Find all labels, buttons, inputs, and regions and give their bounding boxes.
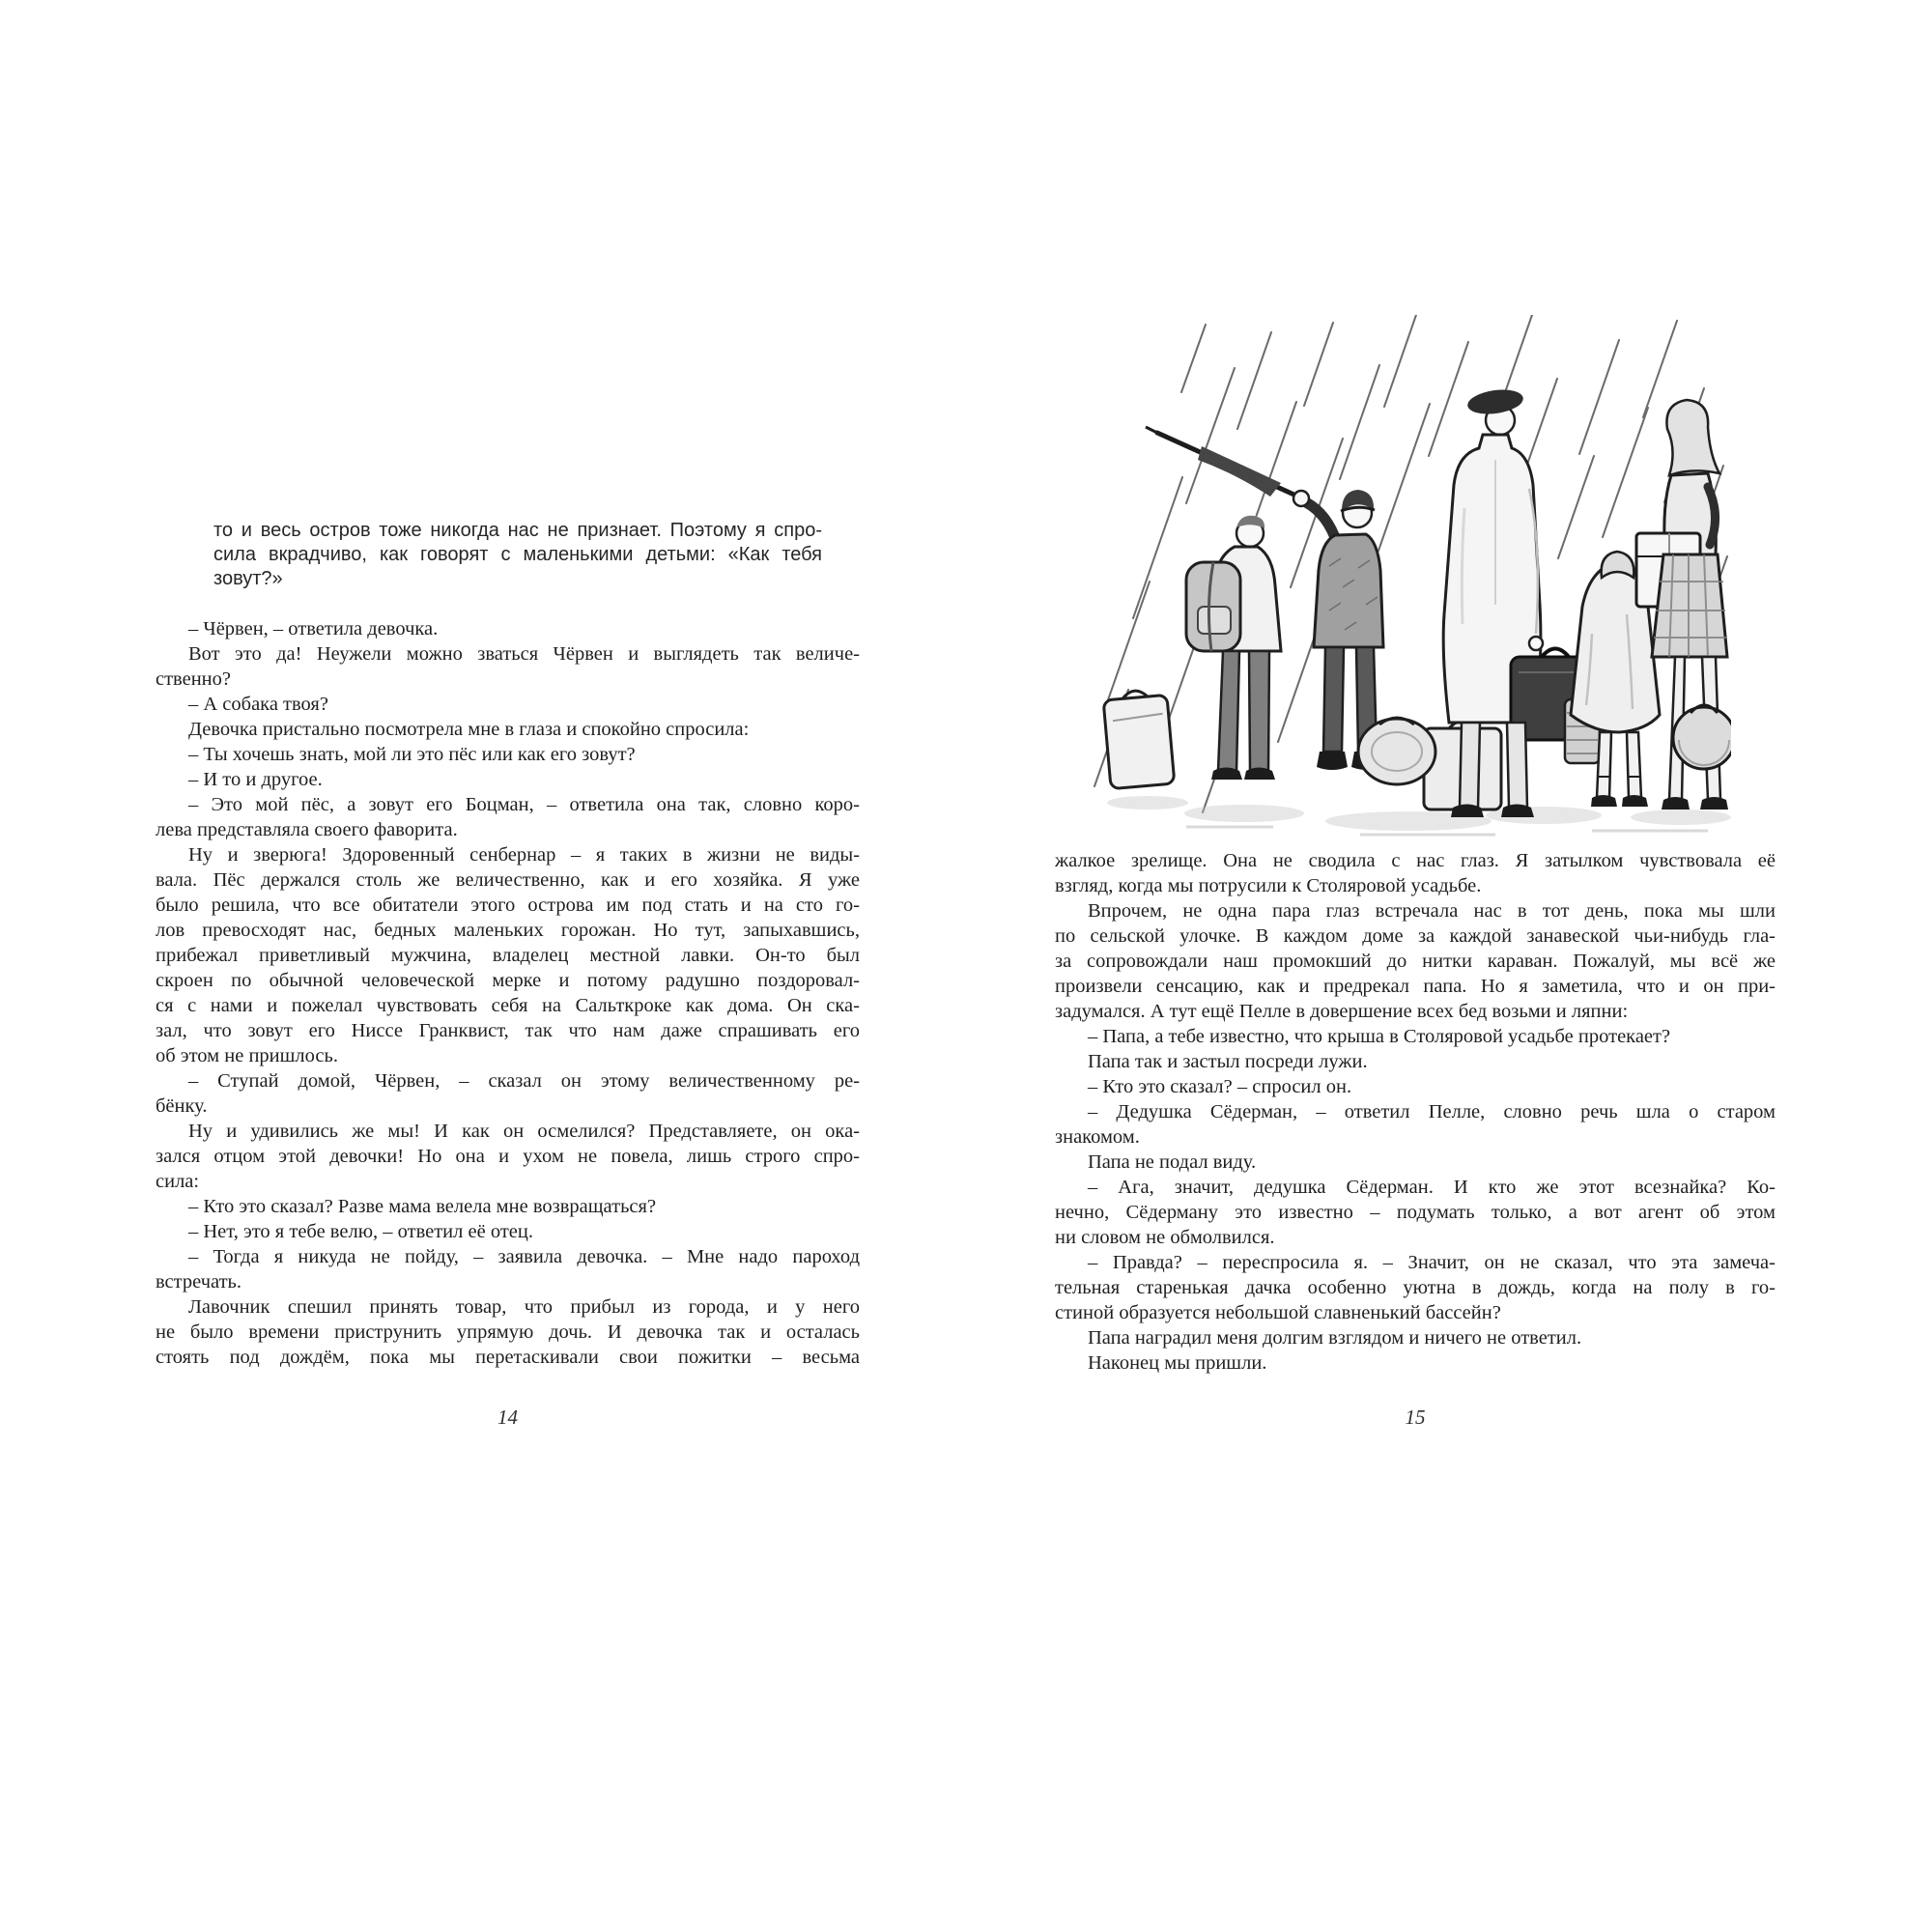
- paragraph: [156, 767, 860, 792]
- text-line: зался отцом этой девочки! Но она и ухом не повела, лишь строго спро-: [156, 1146, 860, 1167]
- text-line: ни словом не обмолвился.: [1055, 1227, 1275, 1248]
- paragraph: [1055, 1099, 1776, 1150]
- paragraph: [156, 641, 860, 692]
- text-line: знакомом.: [1055, 1126, 1140, 1148]
- text-line: Впрочем, не одна пара глаз встречала нас в тот день, пока мы шли: [1088, 900, 1776, 922]
- backpack: [1186, 562, 1240, 651]
- text-line: – Папа, а тебе известно, что крыша в Столяровой усадьбе протекает?: [1088, 1026, 1671, 1047]
- figure-boy-with-backpack: [1186, 516, 1281, 780]
- text-line: по сельской улочке. В каждом доме за каждой занавеской чьи-нибудь гла-: [1055, 925, 1776, 947]
- text-line: – Дедушка Сёдерман, – ответил Пелле, словно речь шла о старом: [1088, 1101, 1776, 1122]
- text-line: то и весь остров тоже никогда нас не признает. Поэтому я спро-: [213, 520, 822, 541]
- text-line: – Это мой пёс, а зовут его Боцман, – ответила она так, словно коро-: [188, 794, 860, 815]
- text-line: не было времени приструнить упрямую дочь. И девочка так и осталась: [156, 1321, 860, 1343]
- text-line: нечно, Сёдерману это известно – подумать только, а вот агент об этом: [1055, 1202, 1776, 1223]
- text-line: ственно?: [156, 668, 232, 690]
- text-line: задумался. А тут ещё Пелле в довершение всех бед возьми и ляпни:: [1055, 1001, 1629, 1022]
- text-line: за сопровождали наш промокший до нитки караван. Пожалуй, мы всё же: [1055, 951, 1776, 972]
- text-line: ся с нами и пожелал чувствовать себя на Сальткроке как дома. Он ска-: [156, 995, 860, 1016]
- paragraph: [156, 742, 860, 767]
- paragraph: [156, 616, 860, 641]
- text-line: скроен по обычной человеческой мерке и потому радушно поздоровал-: [156, 970, 860, 991]
- suitcase-left: [1103, 688, 1175, 788]
- text-line: – Ступай домой, Чёрвен, – сказал он этому величественному ре-: [188, 1070, 860, 1092]
- text-line: Папа так и застыл посреди лужи.: [1088, 1051, 1368, 1072]
- text-line: сила вкрадчиво, как говорят с маленькими детьми: «Как тебя: [213, 544, 822, 565]
- paragraph: [1055, 1074, 1776, 1099]
- text-line: лов превосходят нас, бедных маленьких горожан. Но тут, запыхавшись,: [156, 920, 860, 941]
- text-line: Ну и удивились же мы! И как он осмелился? Представляете, он ока-: [188, 1121, 860, 1142]
- text-line: Вот это да! Неужели можно зваться Чёрвен и выглядеть так величе-: [188, 643, 860, 665]
- text-line: зал, что зовут его Ниссе Гранквист, так что нам даже спрашивать его: [156, 1020, 860, 1041]
- paragraph: [156, 1119, 860, 1194]
- text-line: вала. Пёс держался столь же величественно, как и его хозяйка. Я уже: [156, 869, 860, 891]
- hatbox: [1358, 718, 1435, 784]
- text-line: Папа не подал виду.: [1088, 1151, 1257, 1173]
- paragraph: [1055, 898, 1776, 1024]
- paragraph: [156, 842, 860, 1068]
- text-line: бёнку.: [156, 1095, 208, 1117]
- text-line: лева представляла своего фаворита.: [156, 819, 458, 840]
- text-line: тельная старенькая дачка особенно уютна в дождь, когда на полу в го-: [1055, 1277, 1776, 1298]
- paragraph: [1055, 1350, 1776, 1376]
- left-page-intro-quote: [213, 519, 822, 591]
- text-line: стиной образуется небольшой славненький бассейн?: [1055, 1302, 1501, 1323]
- text-line: – Кто это сказал? – спросил он.: [1088, 1076, 1352, 1097]
- paragraph: [156, 1244, 860, 1294]
- text-line: Ну и зверюга! Здоровенный сенбернар – я таких в жизни не виды-: [188, 844, 860, 866]
- paragraph: [213, 519, 822, 591]
- text-line: – Правда? – переспросила я. – Значит, он не сказал, что эта замеча-: [1088, 1252, 1776, 1273]
- paragraph: [156, 792, 860, 842]
- round-bag: [1673, 705, 1731, 769]
- text-line: прибежал приветливый мужчина, владелец местной лавки. Он-то был: [156, 945, 860, 966]
- text-line: взгляд, когда мы потрусили к Столяровой усадьбе.: [1055, 875, 1482, 896]
- paragraph: [1055, 1175, 1776, 1250]
- text-line: Лавочник спешил принять товар, что прибыл из города, и у него: [188, 1296, 860, 1318]
- paragraph: [156, 1219, 860, 1244]
- left-page-body-text: [156, 616, 860, 1370]
- text-line: об этом не пришлось.: [156, 1045, 338, 1066]
- text-line: было решила, что все обитатели этого острова им под стать и на сто го-: [156, 895, 860, 916]
- paragraph: [1055, 848, 1776, 898]
- paragraph: [156, 1068, 860, 1119]
- right-page-number: 15: [1405, 1406, 1426, 1429]
- figure-girl-with-box: [1636, 400, 1731, 810]
- right-page-body-text: [1055, 848, 1776, 1376]
- text-line: встречать.: [156, 1271, 242, 1293]
- paragraph: [1055, 1024, 1776, 1049]
- left-page-number: 14: [497, 1406, 518, 1429]
- text-line: жалкое зрелище. Она не сводила с нас глаз. Я затылком чувствовала её: [1055, 850, 1776, 871]
- paragraph: [1055, 1049, 1776, 1074]
- text-line: – Нет, это я тебе велю, – ответил её отец.: [188, 1221, 533, 1242]
- paragraph: [1055, 1150, 1776, 1175]
- paragraph: [156, 1294, 860, 1370]
- paragraph: [1055, 1325, 1776, 1350]
- text-line: – Кто это сказал? Разве мама велела мне возвращаться?: [188, 1196, 657, 1217]
- text-line: сила:: [156, 1171, 200, 1192]
- text-line: – Ага, значит, дедушка Сёдерман. И кто же этот всезнайка? Ко-: [1088, 1177, 1776, 1198]
- text-line: стоять под дождём, пока мы перетаскивали свои пожитки – весьма: [156, 1347, 860, 1368]
- text-line: – И то и другое.: [188, 769, 323, 790]
- paragraph: [156, 1194, 860, 1219]
- text-line: Папа наградил меня долгим взглядом и ничего не ответил.: [1088, 1327, 1582, 1349]
- plaid-skirt: [1652, 554, 1727, 657]
- text-line: зовут?»: [213, 568, 283, 589]
- text-line: – Ты хочешь знать, мой ли это пёс или как его зовут?: [188, 744, 636, 765]
- paragraph: [156, 717, 860, 742]
- text-line: произвели сенсацию, как и предрекал папа. Но я заметила, что и он при-: [1055, 976, 1776, 997]
- illustration-family-in-rain: [1090, 315, 1731, 844]
- text-line: – А собака твоя?: [188, 694, 328, 715]
- text-line: – Тогда я никуда не пойду, – заявила девочка. – Мне надо пароход: [188, 1246, 860, 1267]
- text-line: Девочка пристально посмотрела мне в глаза и спокойно спросила:: [188, 719, 750, 740]
- text-line: – Чёрвен, – ответила девочка.: [188, 618, 439, 639]
- paragraph: [1055, 1250, 1776, 1325]
- paragraph: [156, 692, 860, 717]
- text-line: Наконец мы пришли.: [1088, 1352, 1267, 1374]
